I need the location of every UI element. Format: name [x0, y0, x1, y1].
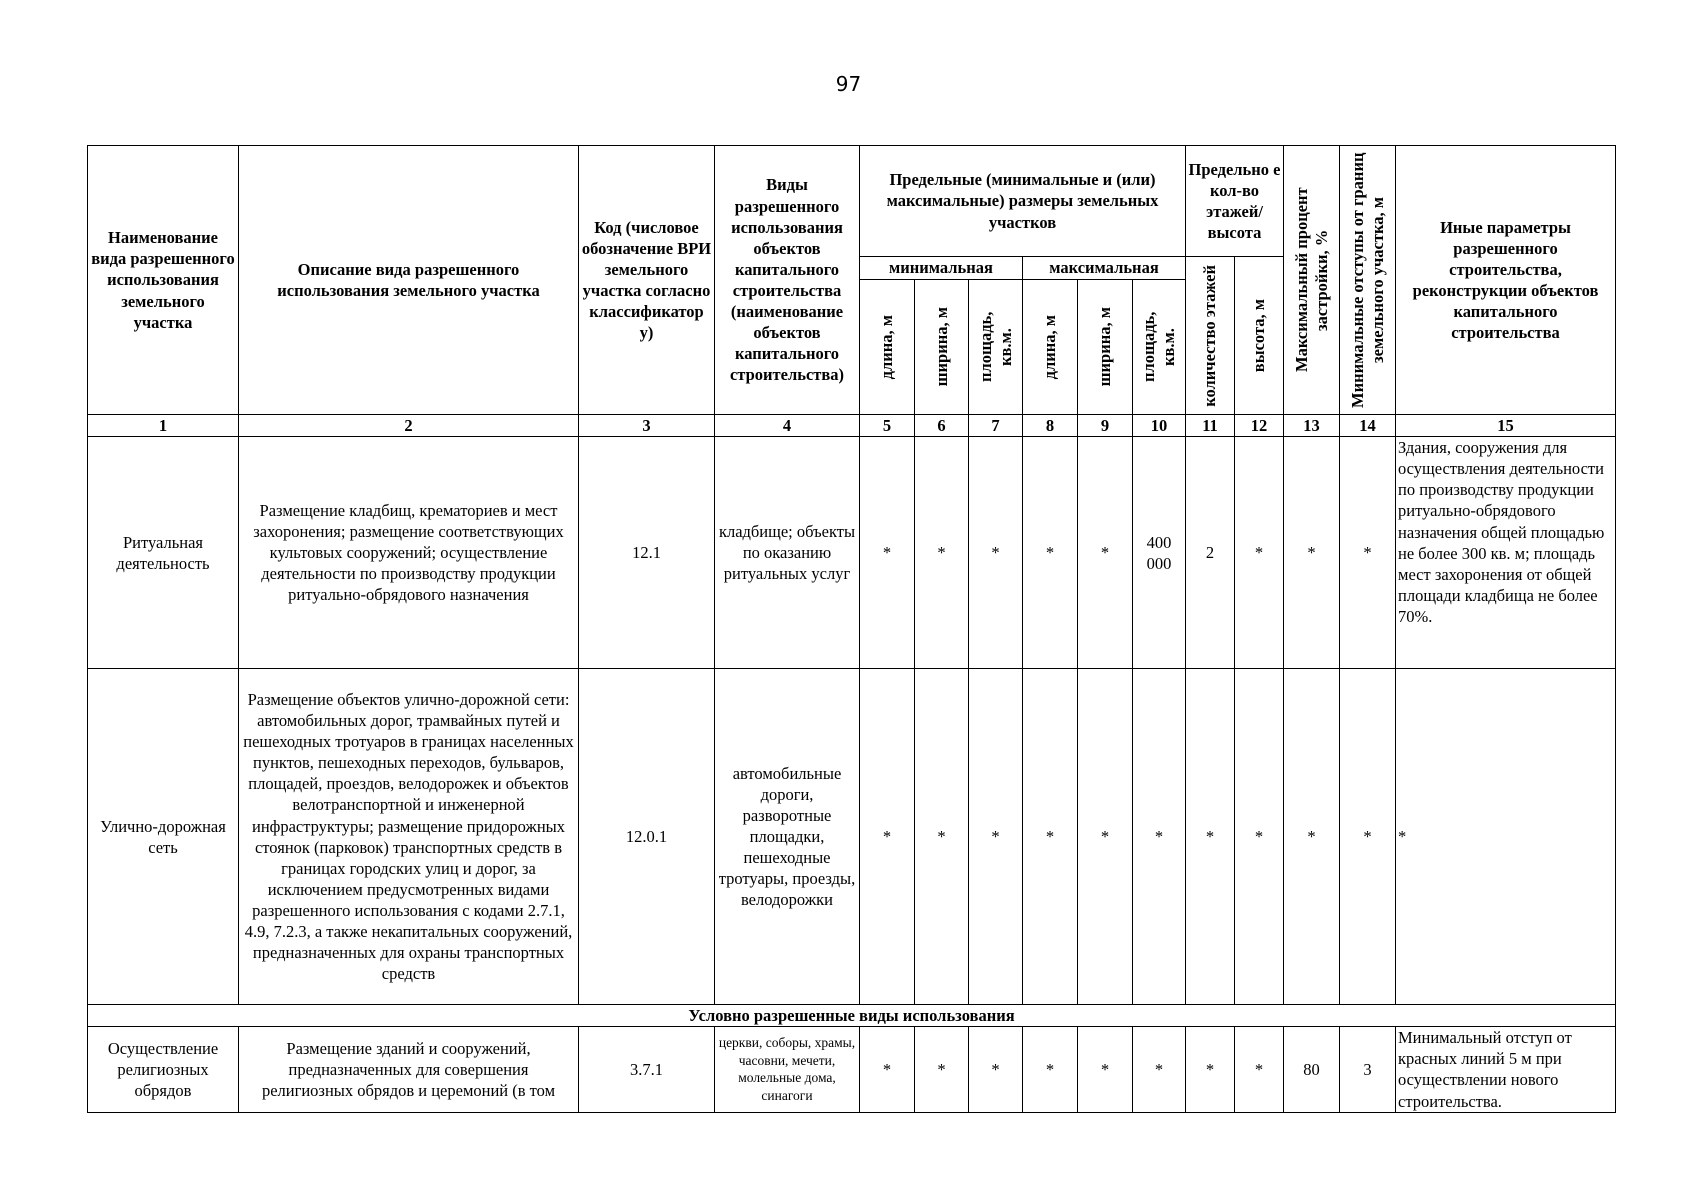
header-col3: Код (числовое обозначение ВРИ земельного участка согласно классификатор у) — [579, 146, 715, 415]
header-col6 — [915, 280, 969, 415]
min-length: * — [860, 1027, 915, 1112]
floors: * — [1186, 1027, 1235, 1112]
col-number: 4 — [715, 415, 860, 437]
header-col11-text: количество этажей — [1200, 264, 1220, 407]
header-col12 — [1235, 257, 1284, 415]
use-code: 12.0.1 — [579, 669, 715, 1005]
table-row — [88, 437, 1616, 669]
min-setback: * — [1340, 669, 1396, 1005]
col-number: 7 — [969, 415, 1023, 437]
land-use-regulations-table — [87, 145, 1616, 1113]
header-col13-text: Максимальный процент застройки, % — [1291, 187, 1331, 373]
col-number: 1 — [88, 415, 239, 437]
max-area: * — [1133, 1027, 1186, 1112]
section-row — [88, 1005, 1616, 1027]
col-number: 12 — [1235, 415, 1284, 437]
other-params: Здания, сооружения для осуществления деятельности по производству продукции ритуально-обрядового назначения общей площадью не более 300 кв. м; площадь мест захоронения от общей площади кладбища не более 70%. — [1396, 437, 1616, 669]
use-description: Размещение объектов улично-дорожной сети: автомобильных дорог, трамвайных путей и пешеходных тротуаров в границах населенных пунктов, пешеходных переходов, бульваров, площадей, проездов, велодорожек и объектов велотранспортной и инженерной инфраструктуры; размещение придорожных стоянок (парковок) транспортных средств в границах городских улиц и дорог, за исключением предусмотренных видами разрешенного использования с кодами 2.7.1, 4.9, 7.2.3, а также некапитальных сооружений, предназначенных для охраны транспортных средств — [239, 669, 579, 1005]
col-number: 15 — [1396, 415, 1616, 437]
header-col1: Наименование вида разрешенного использования земельного участка — [88, 146, 239, 415]
min-setback: 3 — [1340, 1027, 1396, 1112]
col-number: 3 — [579, 415, 715, 437]
header-col7 — [969, 280, 1023, 415]
header-min: минимальная — [860, 257, 1023, 280]
col-number: 5 — [860, 415, 915, 437]
min-length: * — [860, 669, 915, 1005]
col-number: 10 — [1133, 415, 1186, 437]
max-length: * — [1023, 437, 1078, 669]
header-col12-text: высота, м — [1249, 298, 1269, 373]
col-number: 13 — [1284, 415, 1340, 437]
col-number: 11 — [1186, 415, 1235, 437]
page-number: 97 — [835, 72, 862, 96]
use-code: 12.1 — [579, 437, 715, 669]
header-col8 — [1023, 280, 1078, 415]
header-col10 — [1133, 280, 1186, 415]
section-title: Условно разрешенные виды использования — [88, 1005, 1616, 1027]
header-col8-text: длина, м — [1040, 314, 1060, 380]
use-description: Размещение кладбищ, крематориев и мест захоронения; размещение соответствующих культовых сооружений; осуществление деятельности по производству продукции ритуально-обрядового назначения — [239, 437, 579, 669]
header-col10-text: площадь, кв.м. — [1139, 311, 1178, 383]
header-row-main — [88, 146, 1616, 257]
header-floors-group: Предельно е кол-во этажей/ высота — [1186, 146, 1284, 257]
col-number: 14 — [1340, 415, 1396, 437]
header-size-group: Предельные (минимальные и (или) максимальные) размеры земельных участков — [860, 146, 1186, 257]
height: * — [1235, 1027, 1284, 1112]
header-col5-text: длина, м — [877, 314, 897, 380]
col-number: 2 — [239, 415, 579, 437]
header-col13 — [1284, 146, 1340, 415]
table-row — [88, 669, 1616, 1005]
max-area: 400 000 — [1133, 437, 1186, 669]
header-col4: Виды разрешенного использования объектов капитального строительства (наименование объектов капитального строительства) — [715, 146, 860, 415]
max-width: * — [1078, 437, 1133, 669]
other-params: * — [1396, 669, 1616, 1005]
max-length: * — [1023, 669, 1078, 1005]
max-width: * — [1078, 669, 1133, 1005]
max-area: * — [1133, 669, 1186, 1005]
header-col5 — [860, 280, 915, 415]
use-name: Ритуальная деятельность — [88, 437, 239, 669]
min-area: * — [969, 437, 1023, 669]
header-col2: Описание вида разрешенного использования земельного участка — [239, 146, 579, 415]
height: * — [1235, 437, 1284, 669]
min-length: * — [860, 437, 915, 669]
height: * — [1235, 669, 1284, 1005]
header-col7-text: площадь, кв.м. — [975, 311, 1015, 383]
max-length: * — [1023, 1027, 1078, 1112]
min-area: * — [969, 669, 1023, 1005]
min-setback: * — [1340, 437, 1396, 669]
object-types: кладбище; объекты по оказанию ритуальных услуг — [715, 437, 860, 669]
table-row — [88, 1027, 1616, 1112]
max-coverage: * — [1284, 437, 1340, 669]
header-col9-text: ширина, м — [1095, 307, 1115, 387]
min-width: * — [915, 1027, 969, 1112]
column-numbers-row — [88, 415, 1616, 437]
min-width: * — [915, 669, 969, 1005]
max-coverage: * — [1284, 669, 1340, 1005]
header-max: максимальная — [1023, 257, 1186, 280]
floors: 2 — [1186, 437, 1235, 669]
col-number: 9 — [1078, 415, 1133, 437]
col-number: 8 — [1023, 415, 1078, 437]
other-params: Минимальный отступ от красных линий 5 м при осуществлении нового строительства. — [1396, 1027, 1616, 1112]
use-name: Осуществление религиозных обрядов — [88, 1027, 239, 1112]
use-description: Размещение зданий и сооружений, предназначенных для совершения религиозных обрядов и церемоний (в том — [239, 1027, 579, 1112]
min-width: * — [915, 437, 969, 669]
header-col14-text: Минимальные отступы от границ земельного участка, м — [1347, 152, 1387, 408]
object-types: автомобильные дороги, разворотные площадки, пешеходные тротуары, проезды, велодорожки — [715, 669, 860, 1005]
floors: * — [1186, 669, 1235, 1005]
header-col11 — [1186, 257, 1235, 415]
min-area: * — [969, 1027, 1023, 1112]
header-col9 — [1078, 280, 1133, 415]
header-col14 — [1340, 146, 1396, 415]
use-name: Улично-дорожная сеть — [88, 669, 239, 1005]
header-col6-text: ширина, м — [931, 307, 951, 387]
use-code: 3.7.1 — [579, 1027, 715, 1112]
max-width: * — [1078, 1027, 1133, 1112]
col-number: 6 — [915, 415, 969, 437]
object-types: церкви, соборы, храмы, часовни, мечети, молельные дома, синагоги — [715, 1027, 860, 1112]
header-col15: Иные параметры разрешенного строительства, реконструкции объектов капитального строительства — [1396, 146, 1616, 415]
max-coverage: 80 — [1284, 1027, 1340, 1112]
